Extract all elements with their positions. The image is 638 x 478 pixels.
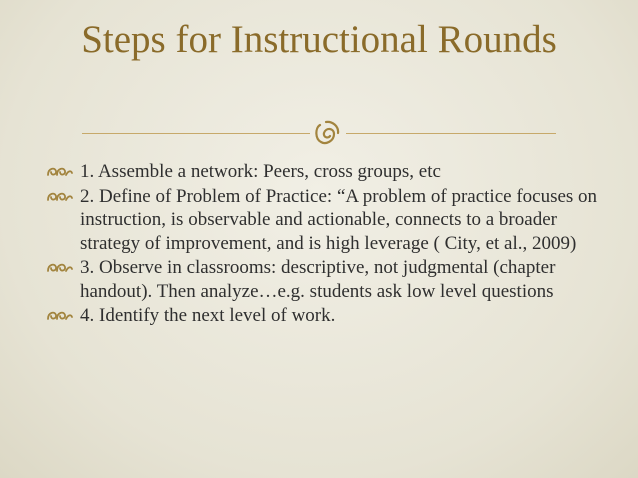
list-item-text: 4. Identify the next level of work. [80, 305, 336, 326]
bullet-list [44, 160, 604, 329]
list-item [44, 160, 604, 184]
curl-bullet-icon [44, 259, 74, 276]
curl-bullet-icon [44, 307, 74, 324]
title-divider-left [82, 133, 310, 134]
curl-bullet-icon [44, 188, 74, 205]
title-divider-right [346, 133, 556, 134]
list-item [44, 185, 604, 256]
list-item [44, 304, 604, 328]
slide-title: Steps for Instructional Rounds [81, 18, 557, 61]
list-item-text: 2. Define of Problem of Practice: “A problem of practice focuses on instruction, is observable and actionable, connects to a broader strategy of improvement, and is high leverage ( City, et al., 2009) [80, 185, 598, 254]
curl-ornament-icon [312, 118, 342, 148]
curl-bullet-icon [44, 163, 74, 180]
list-item-text: 1. Assemble a network: Peers, cross groups, etc [80, 161, 441, 182]
list-item-text: 3. Observe in classrooms: descriptive, not judgmental (chapter handout). Then analyze…e.g. students ask low level questions [80, 257, 556, 302]
list-item [44, 256, 604, 303]
